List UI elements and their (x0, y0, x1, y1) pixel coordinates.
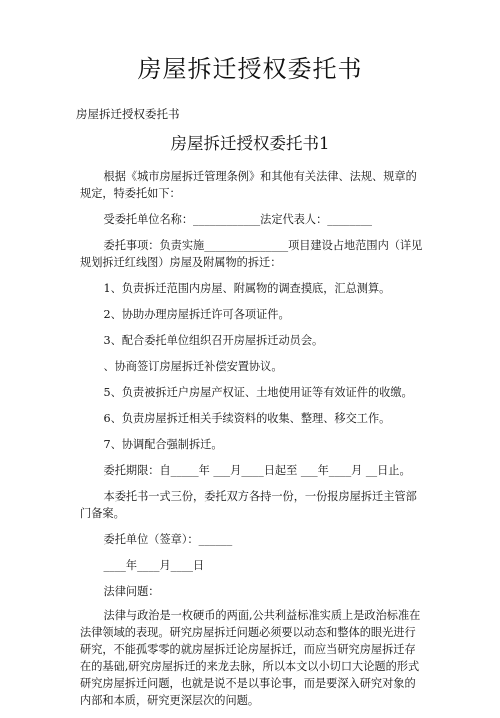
legal-issues-heading: 法律问题： (103, 585, 160, 598)
legal-issues-paragraph: 法律与政治是一枚硬币的两面,公共利益标准实质上是政治标准在法律领域的表现。研究房屋拆迁问题必须要以动态和整体的眼光进行研究，不能孤零零的就房屋拆迁论房屋拆迁，而应当研究房屋拆迁存在的基础,研究房屋拆迁的来龙去脉，所以本文以小切口大论题的形式研究房屋拆迁问题，也就是说不是以事论事，而是要深入研究对象的内部和本质，研究更深层次的问题。 (80, 609, 421, 707)
copies-line: 本委托书一式三份，委托双方各持一份，一份报房屋拆迁主管部门备案。 (80, 490, 417, 520)
date-line: ____年____月____日 (103, 559, 205, 572)
matter-item-3: 3、配合委托单位组织召开房屋拆迁动员会。 (103, 334, 324, 347)
matter-item-2: 2、协助办理房屋拆迁许可各项证件。 (103, 308, 290, 321)
main-title: 房屋拆迁授权委托书 (137, 55, 363, 83)
intro-paragraph: 根据《城市房屋拆迁管理条例》和其他有关法律、法规、规章的规定，特委托如下： (80, 170, 417, 200)
entrusted-unit-line: 受委托单位名称：____________法定代表人：________ (103, 213, 373, 226)
matter-item-7: 7、协调配合强制拆迁。 (103, 438, 223, 451)
term-line: 委托期限：自_____年 ___月____日起至 ___年____月 __日止。 (103, 464, 411, 477)
matter-item-5: 5、负责被拆迁户房屋产权证、土地使用证等有效证件的收缴。 (103, 386, 413, 399)
matter-item-1: 1、负责拆迁范围内房屋、附属物的调查摸底，汇总测算。 (103, 282, 391, 295)
matter-item-4: 、协商签订房屋拆迁补偿安置协议。 (103, 360, 283, 373)
entrusted-matters-paragraph: 委托事项：负责实施_______________项目建设占地范围内（详见规划拆迁红线图）房屋及附属物的拆迁： (80, 239, 423, 269)
document-title: 房屋拆迁授权委托书1 (170, 134, 330, 153)
signature-line: 委托单位（签章）：______ (103, 533, 233, 546)
document-body (80, 168, 425, 718)
matter-item-6: 6、负责房屋拆迁相关手续资料的收集、整理、移交工作。 (103, 412, 391, 425)
subtitle: 房屋拆迁授权委托书 (76, 107, 180, 121)
